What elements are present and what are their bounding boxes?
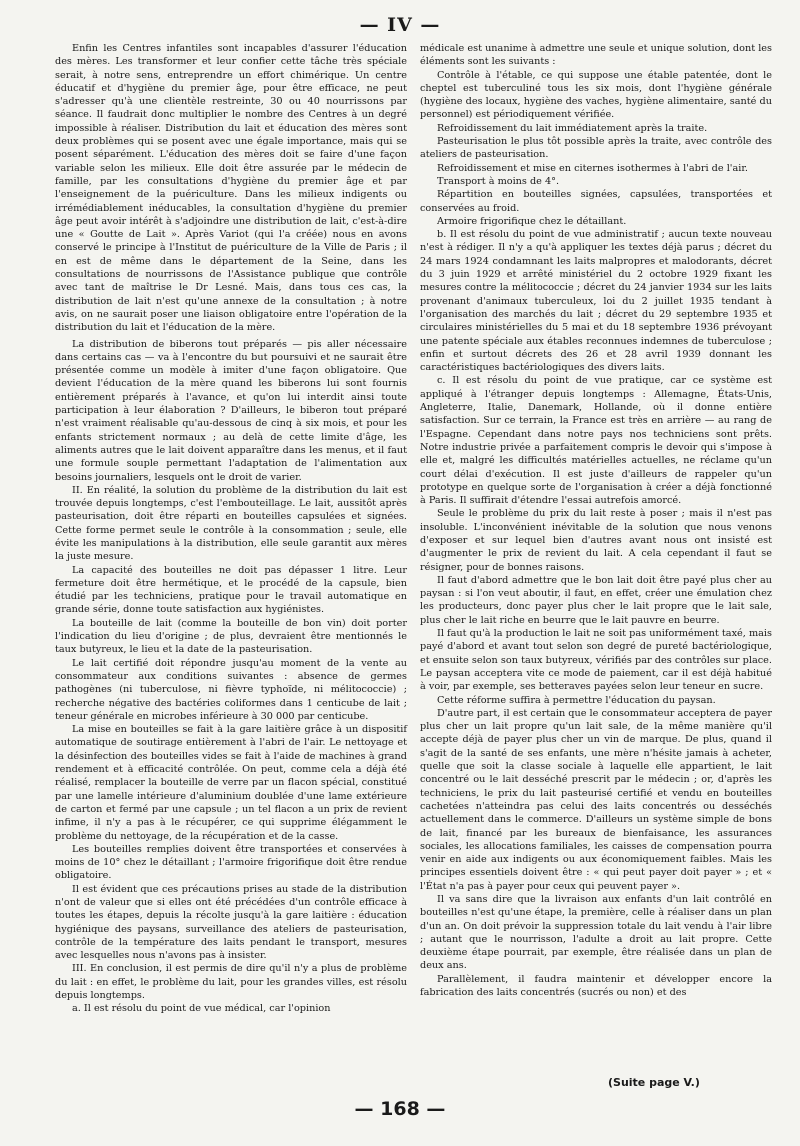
paragraph: médicale est unanime à admettre une seule et unique solution, dont les éléments sont les suivants : <box>420 43 772 68</box>
page-number: — 168 — <box>354 1098 446 1120</box>
paragraph: Le lait certifié doit répondre jusqu'au moment de la vente au consommateur aux conditions suivantes : absence de germes pathogènes (ni tuberculose, ni fièvre typhoïde, ni mélitococcie) ; recherche négative des bactéries coliformes dans 1 centicube de lait ; teneur générale en microbes inférieure à 30 000 par centicube. <box>55 657 407 722</box>
paragraph: Parallèlement, il faudra maintenir et développer encore la fabrication des laits concentrés (sucrés ou non) et des <box>420 973 772 999</box>
paragraph: II. En réalité, la solution du problème de la distribution du lait est trouvée depuis longtemps, c'est l'embouteillage. Le lait, aussitôt après pasteurisation, doit être réparti en bouteilles capsulées et signées. Cette forme permet seule le contrôle à la consommation ; seule, elle évite les manipulations à la distribution, elle seule garantit aux mères la juste mesure. <box>55 484 407 563</box>
paragraph: c. Il est résolu du point de vue pratique, car ce système est appliqué à l'étranger depuis longtemps : Allemagne, États-Unis, Angleterre, Italie, Danemark, Hollande, où il donne entière satisfaction. Sur ce terrain, la France est très en arrière — au rang de l'Espagne. Cependant dans notre pays nos techniciens sont prêts. Notre industrie privée a parfaitement compris le devoir qui s'impose à elle et, malgré les difficultés matérielles actuelles, ne réclame qu'un court délai d'exécution. Il est juste d'ailleurs de rappeler qu'un prototype en quelque sorte de l'organisation à créer a déjà fonctionné à Paris. Il suffirait d'étendre l'essai autrefois amorcé. <box>420 375 772 507</box>
paragraph: Contrôle à l'étable, ce qui suppose une étable patentée, dont le cheptel est tuberculiné tous les six mois, dont l'hygiène générale (hygiène des locaux, hygiène des vaches, hygiène alimentaire, santé du personnel) est périodiquement vérifiée. <box>420 69 772 121</box>
paragraph: Armoire frigorifique chez le détaillant. <box>437 215 627 227</box>
paragraph: Seule le problème du prix du lait reste à poser ; mais il n'est pas insoluble. L'inconvénient inévitable de la solution que nous venons d'exposer et sur lequel bien d'autres avant nous ont insisté est d'augmenter le prix de revient du lait. A cela cependant il faut se résigner, pour de bonnes raisons. <box>420 508 772 573</box>
paragraph: D'autre part, il est certain que le consommateur acceptera de payer plus cher un lait propre qu'un lait sale, de la même manière qu'il accepte déjà de payer plus cher un vin de marque. De plus, quand il s'agit de la santé de ses enfants, une mère n'hésite jamais à acheter, quelle que soit la classe sociale à laquelle elle appartient, le lait concentré ou le lait desséché prescrit par le médecin ; or, d'après les techniciens, le prix du lait pasteurisé certifié et vendu en bouteilles cachetées n'atteindra pas celui des laits concentrés ou desséchés actuellement dans le commerce. D'ailleurs un système simple de bons de lait, financé par les bureaux de bienfaisance, les assurances sociales, les allocations familiales, les caisses de compensation pourra venir en aide aux indigents ou aux économiquement faibles. Mais les principes essentiels doivent être : « qui peut payer doit payer » ; et « l'État n'a pas à payer pour ceux qui peuvent payer ». <box>420 707 772 892</box>
paragraph: La capacité des bouteilles ne doit pas dépasser 1 litre. Leur fermeture doit être hermétique, et le procédé de la capsule, bien étudié par les techniciens, pratique pour le travail automatique en grande série, donne toute satisfaction aux hygiénistes. <box>55 564 407 616</box>
paragraph: La mise en bouteilles se fait à la gare laitière grâce à un dispositif automatique de soutirage entièrement à l'abri de l'air. Le nettoyage et la désinfection des bouteilles vides se fait à l'aide de machines à grand rendement et à efficacité contrôlée. On peut, comme cela a déjà été réalisé, remplacer la bouteille de verre par un flacon spécial, constitué par une lamelle intérieure d'aluminium doublée d'une lame extérieure de carton et fermé par une capsule ; un tel flacon a un prix de revient infime, il n'y a pas à le récupérer, ce qui supprime élégamment le problème du nettoyage, de la récupération et de la casse. <box>55 724 407 842</box>
paragraph: Pasteurisation le plus tôt possible après la traite, avec contrôle des ateliers de pasteurisation. <box>420 136 772 161</box>
paragraph: Cette réforme suffira à permettre l'éducation du paysan. <box>437 694 716 706</box>
paragraph: Refroidissement et mise en citernes isothermes à l'abri de l'air. <box>437 162 748 174</box>
paragraph: Il est évident que ces précautions prises au stade de la distribution n'ont de valeur que si elles ont été précédées d'un contrôle efficace à toutes les étapes, depuis la récolte jusqu'à la gare laitière : éducation hygiénique des paysans, surveillance des ateliers de pasteurisation, contrôle de la température des laits pendant le transport, mesures avec lesquelles nous n'avons pas à insister. <box>55 883 407 962</box>
paragraph: b. Il est résolu du point de vue administratif ; aucun texte nouveau n'est à rédiger. Il n'y a qu'à appliquer les textes déjà parus ; décret du 24 mars 1924 condamnant les laits malpropres et malodorants, décret du 3 juin 1929 et arrêté ministériel du 2 octobre 1929 fixant les mesures contre la mélitococcie ; décret du 24 janvier 1934 sur les laits provenant d'animaux tuberculeux, loi du 2 juillet 1935 tendant à l'organisation des marchés du lait ; décret du 29 septembre 1935 et circulaires ministérielles du 5 mai et du 18 septembre 1936 prévoyant une patente spéciale aux étables reconnues indemnes de tuberculose ; enfin et surtout décrets des 26 et 28 avril 1939 donnant les caractéristiques bactériologiques des divers laits. <box>420 229 772 374</box>
paragraph: Refroidissement du lait immédiatement après la traite. <box>437 122 708 134</box>
left-column <box>55 42 407 1016</box>
paragraph: Il faut qu'à la production le lait ne soit pas uniformément taxé, mais payé d'abord et avant tout selon son degré de pureté bactériologique, et ensuite selon son taux butyreux, vérifiés par des contrôles sur place. Le paysan acceptera vite ce mode de paiement, car il est déjà habitué à voir, par exemple, ses betteraves payées selon leur teneur en sucre. <box>420 628 772 693</box>
paragraph: a. Il est résolu du point de vue médical, car l'opinion <box>72 1003 331 1015</box>
page-header-roman: — IV — <box>359 14 441 36</box>
paragraph: Enfin les Centres infantiles sont incapables d'assurer l'éducation des mères. Les transformer et leur confier cette tâche très spéciale serait, à notre sens, entreprendre un effort chimérique. Un centre éducatif et d'hygiène du premier âge, pour être efficace, ne peut s'adresser qu'à une clientèle restreinte, 30 ou 40 nourrissons par séance. Il faudrait donc multiplier le nombre des Centres à un degré impossible à réaliser. Distribution du lait et éducation des mères sont deux problèmes qui se posent avec une égale importance, mais qui se posent séparément. L'éducation des mères doit se faire d'une façon variable selon les milieux. Elle doit être assurée par le médecin de famille, par les consultations d'hygiène du premier âge et par l'enseignement de la puériculture. Dans les milieux indigents ou irrémédiablement inéducables, la consultation d'hygiène du premier âge peut avoir intérêt à s'adjoindre une distribution de lait, c'est-à-dire une « Goutte de Lait ». Après Variot (qui l'a créée) nous en avons conservé le principe à l'Institut de puériculture de la Ville de Paris ; il en est de même dans le département de la Seine, dans les consultations de nourrissons de l'Assistance publique que contrôle avec tant de maîtrise le Dr Lesné. Mais, dans tous ces cas, la distribution de lait n'est qu'une annexe de la consultation ; à notre avis, on ne saurait poser une liaison obligatoire entre l'opération de la distribution du lait et l'éducation de la mère. <box>55 43 407 334</box>
continuation-note: (Suite page V.) <box>608 1076 700 1089</box>
paragraph: Les bouteilles remplies doivent être transportées et conservées à moins de 10° chez le détaillant ; l'armoire frigorifique doit être rendue obligatoire. <box>55 843 407 882</box>
paragraph: III. En conclusion, il est permis de dire qu'il n'y a plus de problème du lait : en effet, le problème du lait, pour les grandes villes, est résolu depuis longtemps. <box>55 963 407 1002</box>
paragraph: La bouteille de lait (comme la bouteille de bon vin) doit porter l'indication du lieu d'origine ; de plus, devraient être mentionnés le taux butyreux, le lieu et la date de la pasteurisation. <box>55 617 407 656</box>
paragraph: Répartition en bouteilles signées, capsulées, transportées et conservées au froid. <box>420 189 772 214</box>
paragraph: La distribution de biberons tout préparés — pis aller nécessaire dans certains cas — va à l'encontre du but poursuivi et ne saurait être présentée comme un modèle à imiter d'une façon obligatoire. Que devient l'éducation de la mère quand les biberons lui sont fournis entièrement préparés à l'avance, et qu'on lui interdit ainsi toute participation à leur élaboration ? D'ailleurs, le biberon tout préparé n'est vraiment réalisable qu'au-dessous de cinq à six mois, et pour les enfants strictement normaux ; au delà de cette limite d'âge, les aliments autres que le lait doivent apparaître dans les menus, et il faut une formule souple permettant l'adaptation de l'alimentation aux besoins journaliers, lesquels ont le droit de varier. <box>55 338 407 483</box>
right-column <box>420 42 772 999</box>
paragraph: Il va sans dire que la livraison aux enfants d'un lait contrôlé en bouteilles n'est qu'une étape, la première, celle à réaliser dans un plan d'un an. On doit prévoir la suppression totale du lait vendu à l'air libre ; autant que le nourrisson, l'adulte a droit au lait propre. Cette deuxième étape pourrait, par exemple, être réalisée dans un plan de deux ans. <box>420 894 772 972</box>
paragraph: Il faut d'abord admettre que le bon lait doit être payé plus cher au paysan : si l'on veut aboutir, il faut, en effet, créer une émulation chez les producteurs, donc payer plus cher le lait propre que le lait sale, plus cher le lait riche en beurre que le lait pauvre en beurre. <box>420 574 772 626</box>
paragraph: Transport à moins de 4°. <box>437 175 560 187</box>
